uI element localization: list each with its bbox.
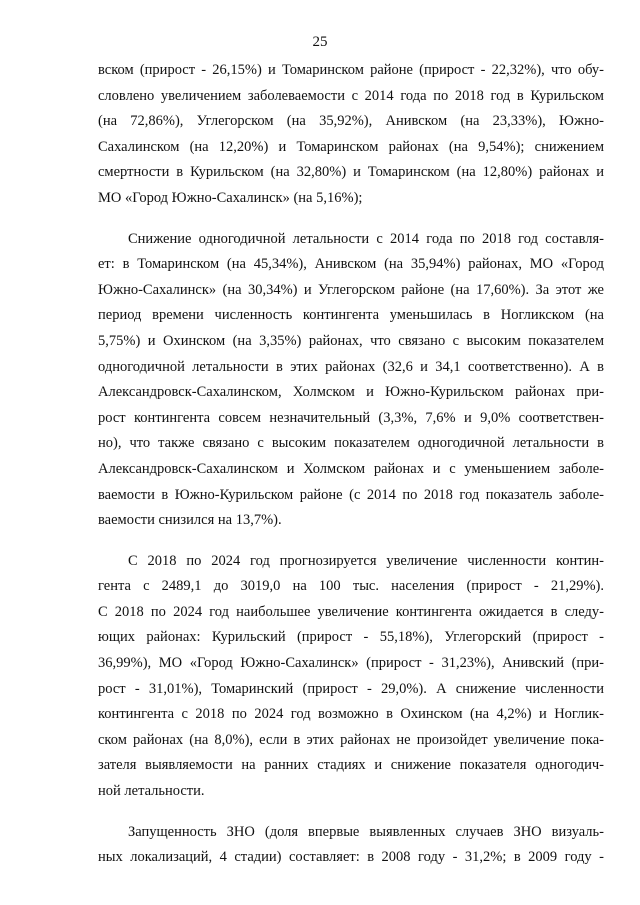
paragraph-gap (98, 805, 604, 820)
text-line: ющих районах: Курильский (прирост - 55,18%), Углегорский (прирост - (98, 629, 604, 646)
text-line: С 2018 по 2024 год прогнозируется увеличение численности контин- (128, 552, 604, 569)
text-line: ной летальности. (98, 783, 205, 800)
text-line: но), что также связано с высоким показателем одногодичной летальности в (98, 435, 604, 452)
paragraph-4 (98, 820, 604, 871)
text-line: Александровск-Сахалинском и Холмском районах и с уменьшением заболе- (98, 460, 604, 477)
text-line: Снижение одногодичной летальности с 2014 года по 2018 год составля- (128, 230, 604, 247)
text-line: 36,99%), МО «Город Южно-Сахалинск» (прирост - 31,23%), Анивский (при- (98, 655, 604, 672)
text-line: Александровск-Сахалинском, Холмском и Южно-Курильском районах при- (98, 384, 604, 401)
text-line: ных локализаций, 4 стадии) составляет: в 2008 году - 31,2%; в 2009 году - (98, 849, 604, 866)
paragraph-2 (98, 227, 604, 534)
text-line: рост - 31,01%), Томаринский (прирост - 29,0%). А снижение численности (98, 680, 604, 697)
paragraph-gap (98, 212, 604, 227)
text-line: ет: в Томаринском (на 45,34%), Анивском (на 35,94%) районах, МО «Город (98, 256, 604, 273)
text-line: вском (прирост - 26,15%) и Томаринском районе (прирост - 22,32%), что обу- (98, 62, 604, 78)
page-number: 25 (312, 34, 328, 50)
text-line: ваемости снизился на 13,7%). (98, 512, 282, 529)
text-line: гента с 2489,1 до 3019,0 на 100 тыс. населения (прирост - 21,29%). (98, 578, 604, 595)
text-line: ском районах (на 8,0%), если в этих районах не произойдет увеличение пока- (98, 731, 604, 748)
text-line: период времени численность контингента уменьшилась в Ногликском (на (98, 307, 604, 324)
document-body (98, 58, 604, 871)
text-line: МО «Город Южно-Сахалинск» (на 5,16%); (98, 189, 363, 206)
text-line: контингента с 2018 по 2024 год возможно в Охинском (на 4,2%) и Ноглик- (98, 706, 604, 723)
text-line: Запущенность ЗНО (доля впервые выявленных случаев ЗНО визуаль- (128, 823, 604, 840)
text-line: С 2018 по 2024 год наибольшее увеличение контингента ожидается в следу- (98, 603, 604, 620)
text-line: 5,75%) и Охинском (на 3,35%) районах, что связано с высоким показателем (98, 332, 604, 349)
text-line: одногодичной летальности в этих районах (32,6 и 34,1 соответственно). А в (98, 358, 604, 375)
text-line: Южно-Сахалинск» (на 30,34%) и Углегорском районе (на 17,60%). За этот же (98, 281, 604, 298)
text-line: зателя выявляемости на ранних стадиях и снижение показателя одногодич- (98, 757, 604, 774)
text-line: Сахалинском (на 12,20%) и Томаринском районах (на 9,54%); снижением (98, 138, 604, 155)
text-line: ваемости в Южно-Курильском районе (с 2014 по 2018 год показатель заболе- (98, 486, 604, 503)
paragraph-3 (98, 549, 604, 805)
text-line: словлено увеличением заболеваемости с 2014 года по 2018 год в Курильском (98, 87, 604, 104)
text-line: рост контингента совсем незначительный (3,3%, 7,6% и 9,0% соответствен- (98, 409, 604, 426)
paragraph-gap (98, 534, 604, 549)
paragraph-1 (98, 58, 604, 212)
text-line: (на 72,86%), Углегорском (на 35,92%), Анивском (на 23,33%), Южно- (98, 113, 604, 130)
text-line: смертности в Курильском (на 32,80%) и Томаринском (на 12,80%) районах и (98, 164, 604, 181)
